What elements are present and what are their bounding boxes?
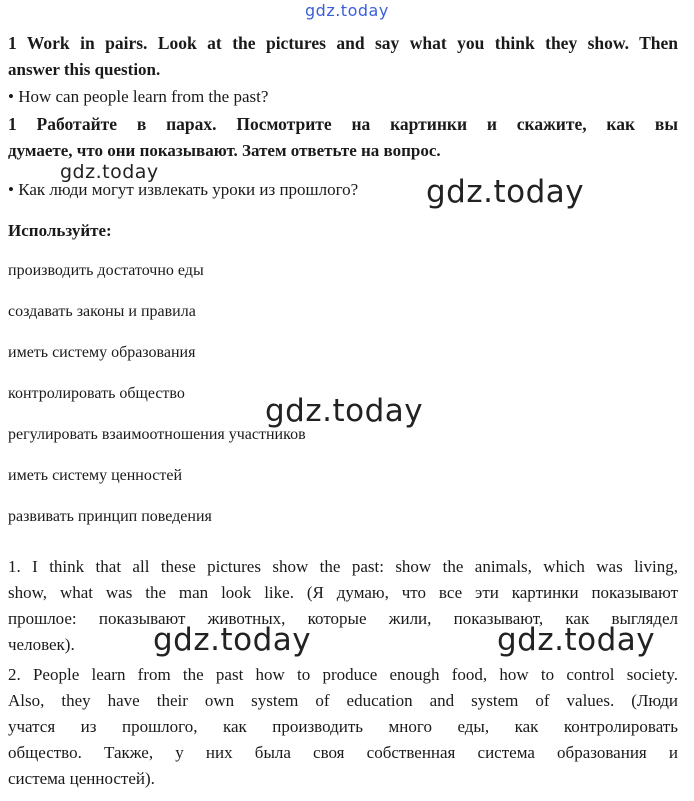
use-item: иметь систему образования: [8, 344, 196, 361]
answer2-line: общество. Также, у них была своя собственная система образования и: [8, 743, 678, 762]
use-item: создавать законы и правила: [8, 303, 196, 320]
answer2-line: 2. People learn from the past how to produce enough food, how to control society.: [8, 665, 678, 684]
answer1-line: 1. I think that all these pictures show the past: show the animals, which was living,: [8, 557, 678, 576]
answer2-line: учатся из прошлого, как производить много еды, как контролировать: [8, 717, 678, 736]
use-heading: Используйте:: [8, 221, 112, 240]
task-en-line1: 1 Work in pairs. Look at the pictures and say what you think they show. Then: [8, 33, 678, 53]
use-item: иметь систему ценностей: [8, 467, 183, 484]
answer2-line: Also, they have their own system of education and system of values. (Люди: [8, 691, 678, 710]
watermark: gdz.today: [60, 161, 159, 183]
answer1-line: человек).: [8, 635, 75, 654]
use-item: развивать принцип поведения: [8, 508, 212, 525]
watermark: gdz.today: [426, 174, 585, 210]
use-item: регулировать взаимоотношения участников: [8, 426, 306, 443]
watermark: gdz.today: [265, 393, 424, 429]
use-item: производить достаточно еды: [8, 262, 204, 279]
watermark: gdz.today: [153, 622, 312, 658]
task-en-line2: answer this question.: [8, 60, 161, 79]
answer1-line: show, what was the man look like. (Я думаю, что все эти картинки показывают: [8, 583, 678, 602]
task-ru-line2: думаете, что они показывают. Затем ответьте на вопрос.: [8, 141, 441, 160]
task-ru-question: • Как люди могут извлекать уроки из прошлого?: [8, 180, 359, 199]
answer1-line: прошлое: показывают животных, которые жили, показывают, как выглядел: [8, 609, 678, 628]
watermark-top: gdz.today: [305, 1, 389, 20]
task-ru-line1: 1 Работайте в парах. Посмотрите на картинки и скажите, как вы: [8, 114, 678, 134]
use-item: контролировать общество: [8, 385, 185, 402]
watermark: gdz.today: [497, 622, 656, 658]
task-en-question: • How can people learn from the past?: [8, 87, 269, 106]
answer2-line: система ценностей).: [8, 769, 155, 788]
